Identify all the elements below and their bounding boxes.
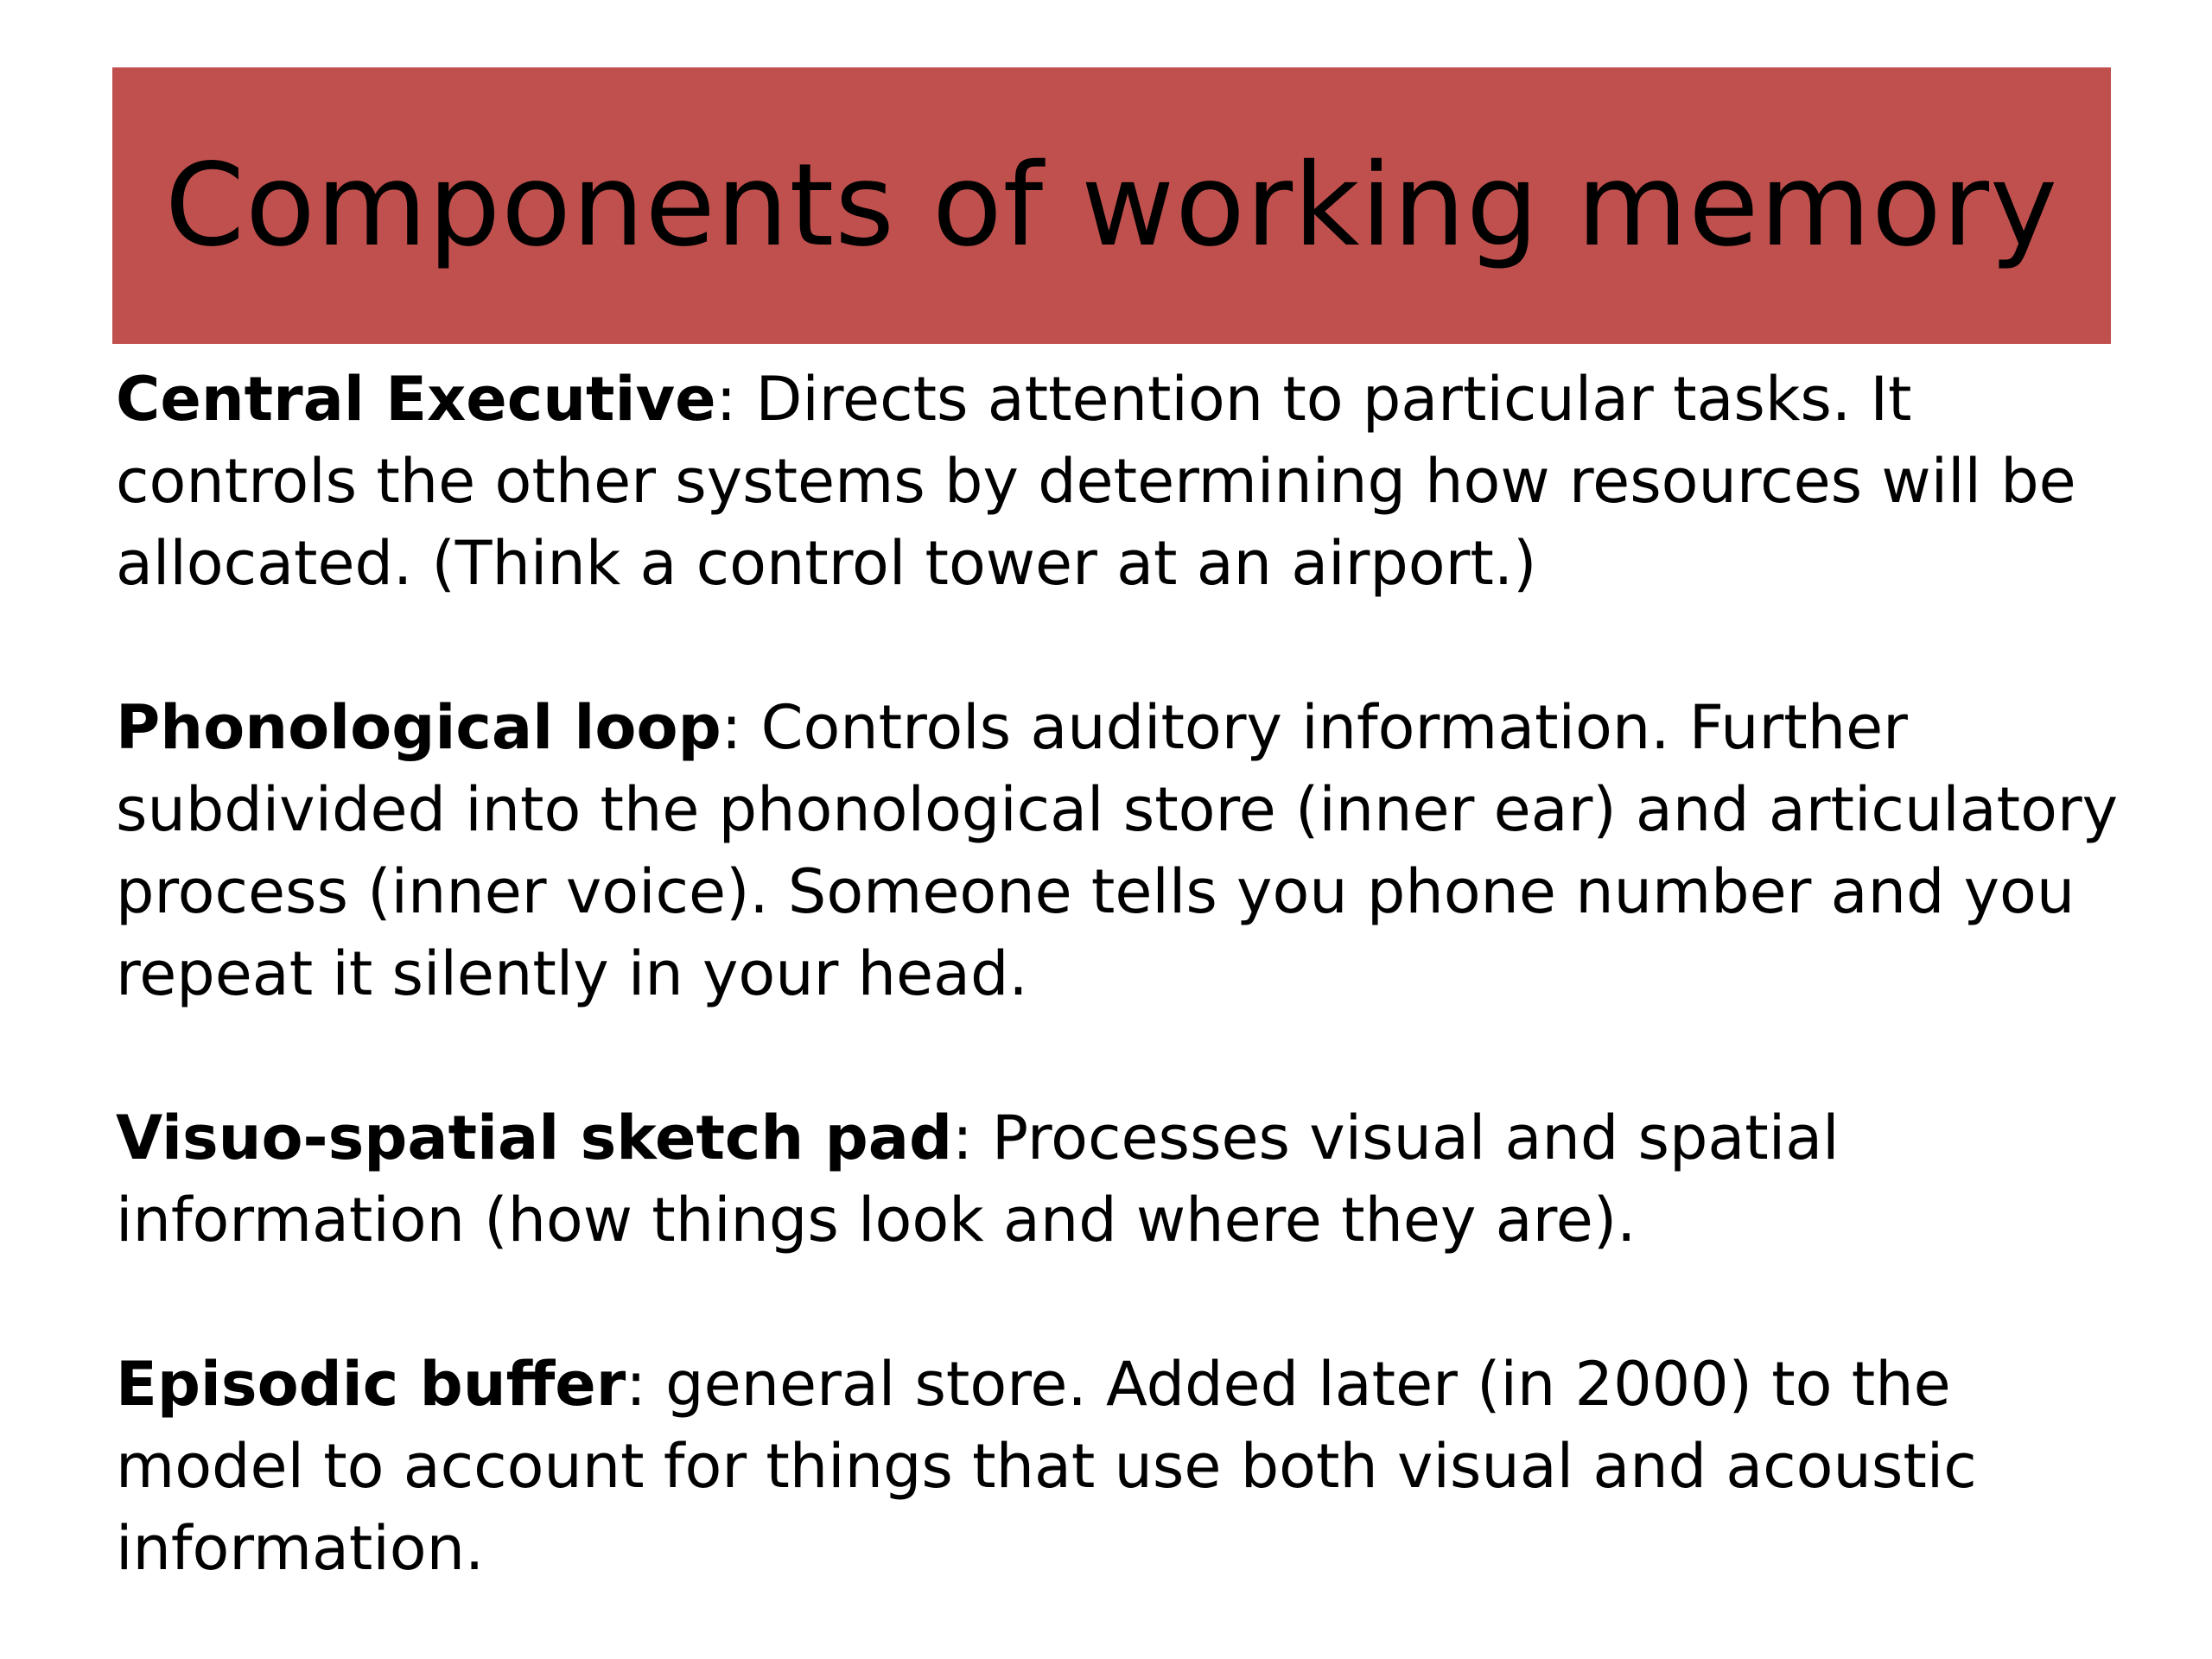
paragraph-visuo-spatial-sketch-pad	[116, 1097, 2129, 1262]
description-central-executive: Directs attention to particular tasks. It controls the other systems by determining how resources will be allocated. (Think a control tower at an airport.)	[116, 364, 2076, 599]
description-visuo-spatial-sketch-pad: Processes visual and spatial information (how things look and where they are).	[116, 1103, 1840, 1255]
separator: :	[952, 1103, 992, 1173]
paragraph-episodic-buffer	[116, 1344, 2129, 1590]
term-phonological-loop: Phonological loop	[116, 692, 721, 763]
title-banner	[112, 67, 2111, 344]
separator: :	[715, 364, 756, 435]
paragraph-central-executive	[116, 359, 2129, 605]
slide-body	[116, 359, 2129, 1590]
slide-title: Components of working memory	[164, 139, 2059, 272]
paragraph-phonological-loop	[116, 687, 2129, 1015]
term-central-executive: Central Executive	[116, 364, 716, 435]
term-episodic-buffer: Episodic buffer	[116, 1349, 626, 1420]
term-visuo-spatial-sketch-pad: Visuo-spatial sketch pad	[116, 1103, 953, 1173]
separator: :	[626, 1349, 666, 1420]
description-episodic-buffer: general store. Added later (in 2000) to the model to account for things that use both visual and acoustic information.	[116, 1349, 1977, 1584]
description-phonological-loop: Controls auditory information. Further subdivided into the phonological store (inner ear) and articulatory process (inner voice). Someone tells you phone number and you repeat it silently in your head.	[116, 692, 2119, 1009]
separator: :	[721, 692, 761, 763]
